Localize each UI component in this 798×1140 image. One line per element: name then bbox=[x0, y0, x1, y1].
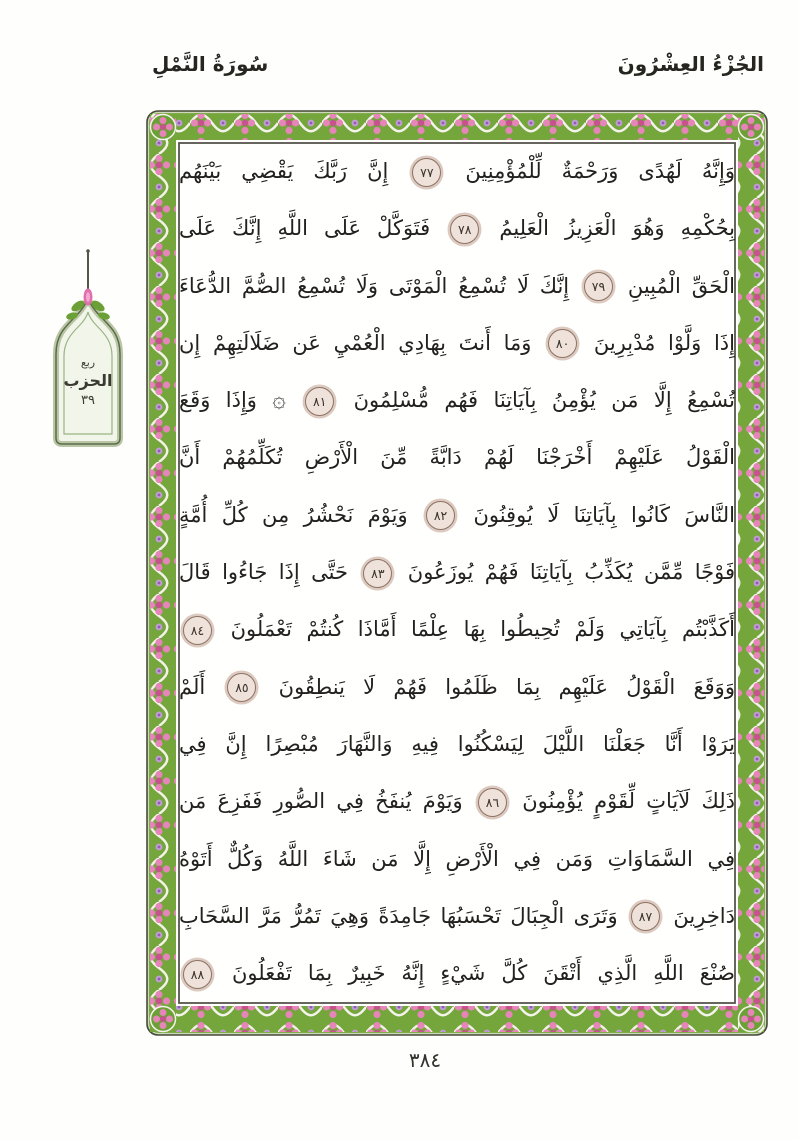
quran-line bbox=[179, 888, 735, 945]
quran-line bbox=[179, 200, 735, 257]
ayah-text: وَإِنَّهُ لَهُدًى وَرَحْمَةٌ لِّلْمُؤْمِنِينَ bbox=[465, 159, 735, 183]
quran-line bbox=[179, 601, 735, 658]
ayah-text: أَكَذَّبْتُم بِآيَاتِي وَلَمْ تُحِيطُوا بِهَا عِلْمًا أَمَّاذَا كُنتُمْ تَعْمَلُونَ bbox=[230, 617, 735, 642]
ayah-text: دَاخِرِينَ bbox=[673, 903, 735, 928]
hizb-quarter-label bbox=[56, 356, 120, 410]
ayah-end-marker: ٨١ bbox=[305, 387, 334, 416]
ayah-text: إِذَا وَلَّوْا مُدْبِرِينَ bbox=[593, 330, 735, 355]
quran-text-block bbox=[179, 143, 735, 1003]
ayah-text: وَمَا أَنتَ بِهَادِي الْعُمْيِ عَن ضَلَالَتِهِمْ إِن bbox=[179, 330, 532, 355]
quran-line bbox=[179, 143, 735, 200]
quran-line bbox=[179, 659, 735, 716]
ayah-text: يَرَوْا أَنَّا جَعَلْنَا اللَّيْلَ لِيَسْكُنُوا فِيهِ وَالنَّهَارَ مُبْصِرًا إِنَّ فِي bbox=[179, 731, 735, 756]
ayah-text: حَتَّى إِذَا جَاءُوا قَالَ bbox=[179, 560, 348, 585]
ayah-end-marker: ٨٥ bbox=[227, 673, 256, 702]
ayah-text: أَلَمْ bbox=[179, 674, 206, 699]
page-number: ٣٨٤ bbox=[408, 1048, 442, 1072]
quran-line bbox=[179, 487, 735, 544]
ayah-end-marker: ٧٩ bbox=[584, 272, 613, 301]
ayah-end-marker: ٨٨ bbox=[183, 960, 212, 989]
ayah-text: فَوْجًا مِّمَّن يُكَذِّبُ بِآيَاتِنَا فَهُمْ يُوزَعُونَ bbox=[407, 560, 735, 585]
ayah-end-marker: ٧٨ bbox=[450, 215, 479, 244]
ayah-end-marker: ٨٧ bbox=[631, 902, 660, 931]
ayah-end-marker: ٨٣ bbox=[363, 559, 392, 588]
quran-line bbox=[179, 429, 735, 486]
hizb-quarter-word-top: ربع bbox=[80, 356, 96, 369]
ayah-text: وَتَرَى الْجِبَالَ تَحْسَبُهَا جَامِدَةً وَهِيَ تَمُرُّ مَرَّ السَّحَابِ bbox=[179, 903, 618, 928]
ayah-text: النَّاسَ كَانُوا بِآيَاتِنَا لَا يُوقِنُونَ bbox=[473, 502, 735, 527]
ayah-text: وَوَقَعَ الْقَوْلُ عَلَيْهِم بِمَا ظَلَمُوا فَهُمْ لَا يَنطِقُونَ bbox=[278, 674, 735, 699]
ayah-text: إِنَّ رَبَّكَ يَقْضِي بَيْنَهُم bbox=[179, 159, 389, 183]
ayah-text: فِي السَّمَاوَاتِ وَمَن فِي الْأَرْضِ إِلَّا مَن شَاءَ اللَّهُ وَكُلٌّ أَتَوْهُ bbox=[179, 846, 735, 871]
ayah-text: وَإِذَا وَقَعَ bbox=[179, 388, 257, 413]
surah-name-label: سُورَةُ النَّمْلِ bbox=[152, 52, 269, 76]
rub-el-hizb-icon: ۞ bbox=[272, 387, 286, 414]
ayah-end-marker: ٨٦ bbox=[478, 788, 507, 817]
hizb-quarter-marker-icon bbox=[44, 248, 132, 448]
ayah-text: بِحُكْمِهِ وَهُوَ الْعَزِيزُ الْعَلِيمُ bbox=[499, 216, 735, 241]
ayah-text: ذَلِكَ لَآيَاتٍ لِّقَوْمٍ يُؤْمِنُونَ bbox=[522, 789, 735, 814]
quran-line bbox=[179, 315, 735, 372]
quran-line bbox=[179, 258, 735, 315]
quran-line bbox=[179, 544, 735, 601]
juz-label: الجُزْءُ العِشْرُونَ bbox=[617, 52, 764, 76]
ayah-text: الْقَوْلُ عَلَيْهِمْ أَخْرَجْنَا لَهُمْ دَابَّةً مِّنَ الْأَرْضِ تُكَلِّمُهُمْ أَنَّ bbox=[179, 445, 735, 470]
ayah-end-marker: ٨٠ bbox=[548, 329, 577, 358]
hizb-number: ٣٩ bbox=[81, 393, 95, 408]
quran-line bbox=[179, 372, 735, 429]
ayah-text: فَتَوَكَّلْ عَلَى اللَّهِ إِنَّكَ عَلَى bbox=[179, 216, 431, 241]
ayah-text: صُنْعَ اللَّهِ الَّذِي أَتْقَنَ كُلَّ شَيْءٍ إِنَّهُ خَبِيرٌ بِمَا تَفْعَلُونَ bbox=[232, 961, 735, 986]
ayah-text: إِنَّكَ لَا تُسْمِعُ الْمَوْتَى وَلَا تُسْمِعُ الصُّمَّ الدُّعَاءَ bbox=[179, 273, 570, 298]
quran-line bbox=[179, 773, 735, 830]
quran-line bbox=[179, 716, 735, 773]
ayah-end-marker: ٨٢ bbox=[426, 501, 455, 530]
hizb-quarter-word-main: الحزب bbox=[63, 371, 113, 390]
ayah-end-marker: ٧٧ bbox=[412, 158, 441, 187]
ayah-end-marker: ٨٤ bbox=[183, 616, 212, 645]
quran-line bbox=[179, 945, 735, 1002]
quran-line bbox=[179, 831, 735, 888]
ayah-text: تُسْمِعُ إِلَّا مَن يُؤْمِنُ بِآيَاتِنَا فَهُم مُّسْلِمُونَ bbox=[353, 388, 735, 413]
ayah-text: الْحَقِّ الْمُبِينِ bbox=[627, 273, 735, 298]
ayah-text: وَيَوْمَ يُنفَخُ فِي الصُّورِ فَفَزِعَ مَن bbox=[179, 789, 463, 814]
ayah-text: وَيَوْمَ نَحْشُرُ مِن كُلِّ أُمَّةٍ bbox=[179, 502, 408, 527]
